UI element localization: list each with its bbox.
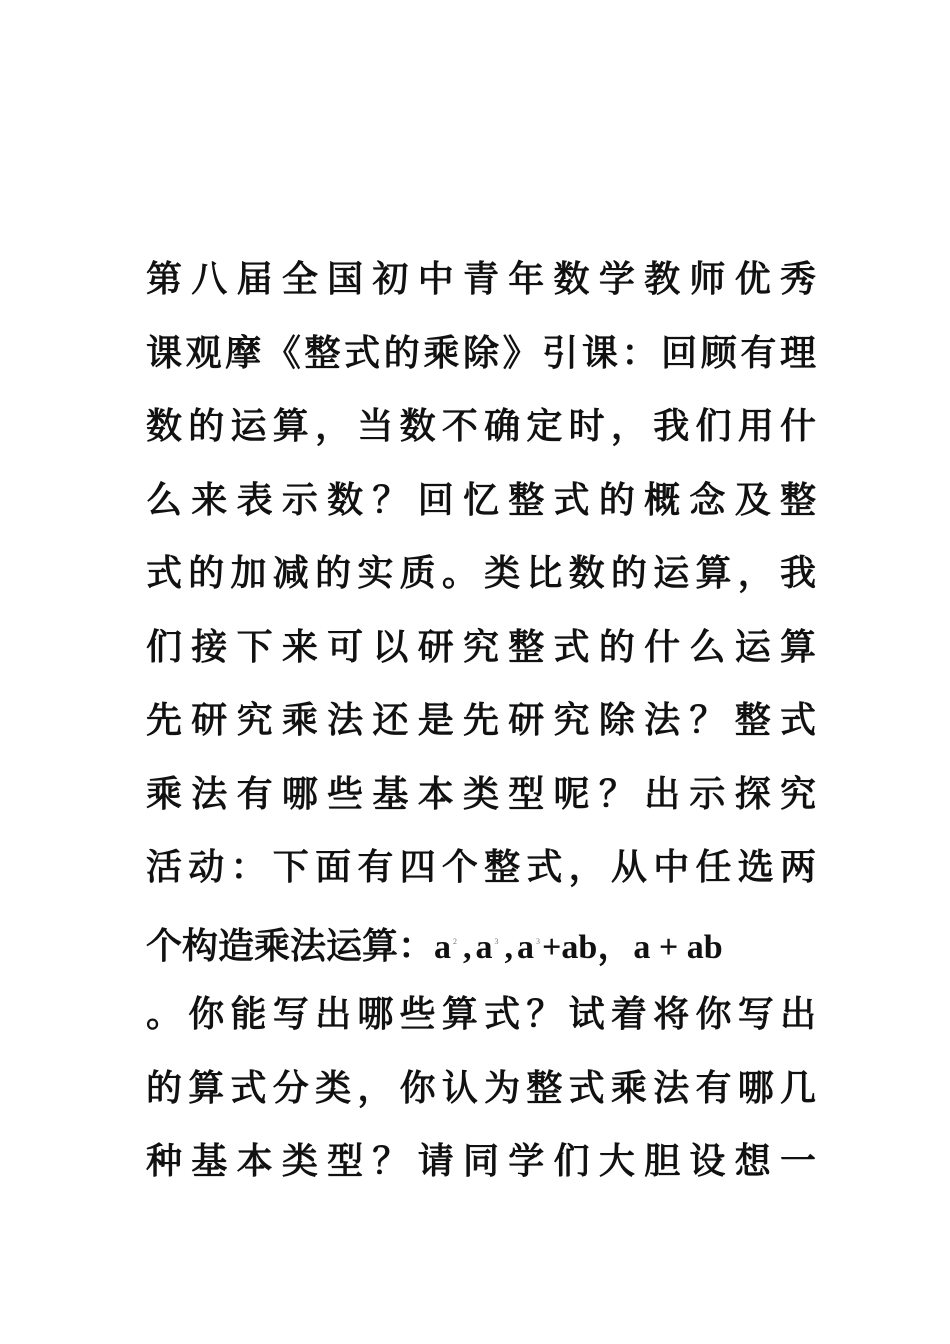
text-line: 么来表示数？回忆整式的概念及整 (146, 478, 816, 521)
term-exponent: 2 (453, 936, 458, 946)
text-line: 数的运算，当数不确定时，我们用什 (146, 405, 816, 447)
math-line-prefix: 个构造乘法运算： (146, 924, 435, 967)
text-line: 。你能写出哪些算式？试着将你写出 (146, 993, 816, 1035)
term-base: a (475, 928, 493, 966)
text-line: 第八届全国初中青年数学教师优秀 (146, 258, 816, 300)
text-line: 先研究乘法还是先研究除法？整式 (146, 699, 816, 741)
math-expression-line (146, 905, 816, 979)
term-a-plus-ab: a + ab (633, 928, 723, 966)
text-line: 乘法有哪些基本类型呢？出示探究 (146, 772, 816, 815)
term-base: a (434, 928, 452, 966)
term-a-cubed-plus-ab (517, 905, 597, 985)
term-base: a (517, 928, 535, 966)
text-line: 活动：下面有四个整式，从中任选两 (146, 846, 816, 888)
comma: ， (597, 924, 634, 967)
text-line: 的算式分类，你认为整式乘法有哪几 (146, 1066, 816, 1109)
text-line: 式的加减的实质。类比数的运算，我 (146, 552, 816, 594)
text-line: 种基本类型？请同学们大胆设想一 (146, 1140, 816, 1182)
comma: , (504, 928, 514, 966)
term-rest: +ab (542, 928, 598, 966)
comma: , (463, 928, 472, 966)
term-a-squared (434, 905, 459, 985)
text-line: 们接下来可以研究整式的什么运算 (146, 625, 816, 668)
term-a-cubed (476, 905, 501, 985)
term-exponent: 3 (494, 936, 499, 946)
text-line: 课观摩《整式的乘除》引课：回顾有理 (146, 331, 816, 374)
term-exponent: 3 (536, 936, 541, 946)
body-text (146, 243, 816, 1199)
